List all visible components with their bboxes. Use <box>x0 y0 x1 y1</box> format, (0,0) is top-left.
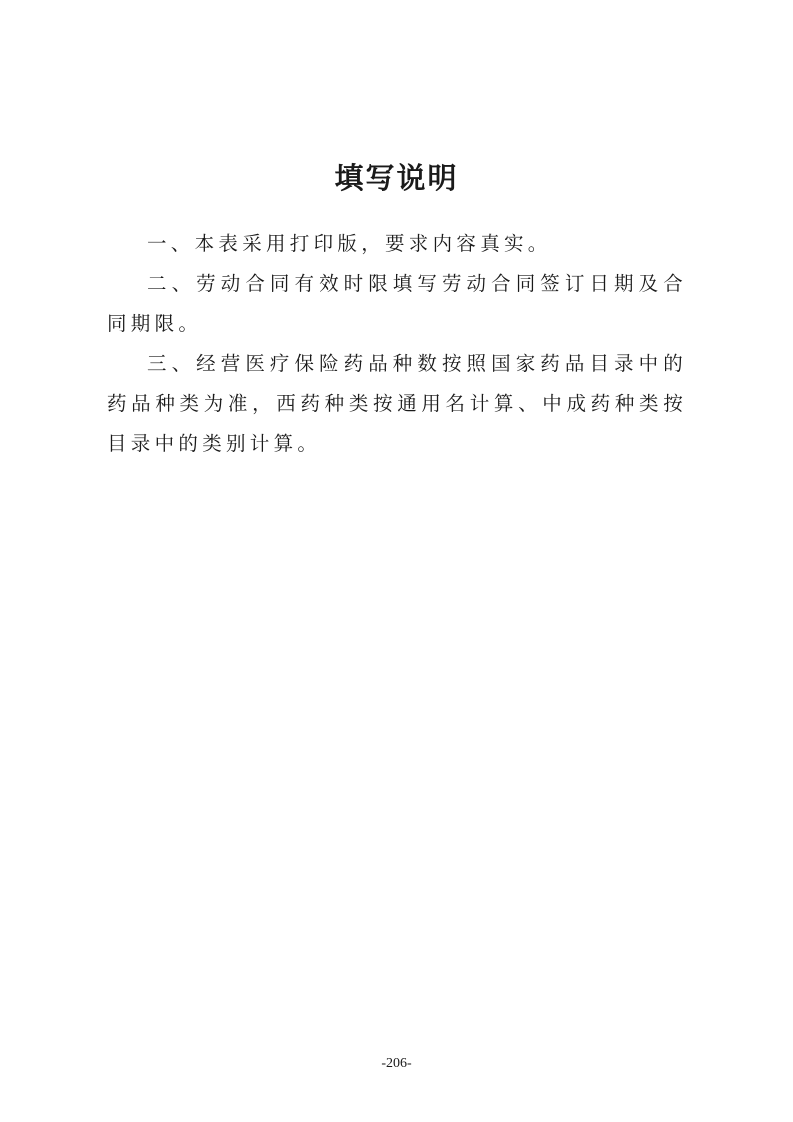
instruction-item-1: 一、本表采用打印版，要求内容真实。 <box>147 232 552 255</box>
instruction-item-3: 三、经营医疗保险药品种数按照国家药品目录中的药品种类为准，西药种类按通用名计算、中成药种类按目录中的类别计算。 <box>107 352 687 455</box>
page-title: 填写说明 <box>334 161 459 195</box>
instructions-body <box>107 224 687 464</box>
instruction-item-2: 二、劳动合同有效时限填写劳动合同签订日期及合同期限。 <box>107 272 687 335</box>
page-number: -206- <box>381 1056 412 1071</box>
